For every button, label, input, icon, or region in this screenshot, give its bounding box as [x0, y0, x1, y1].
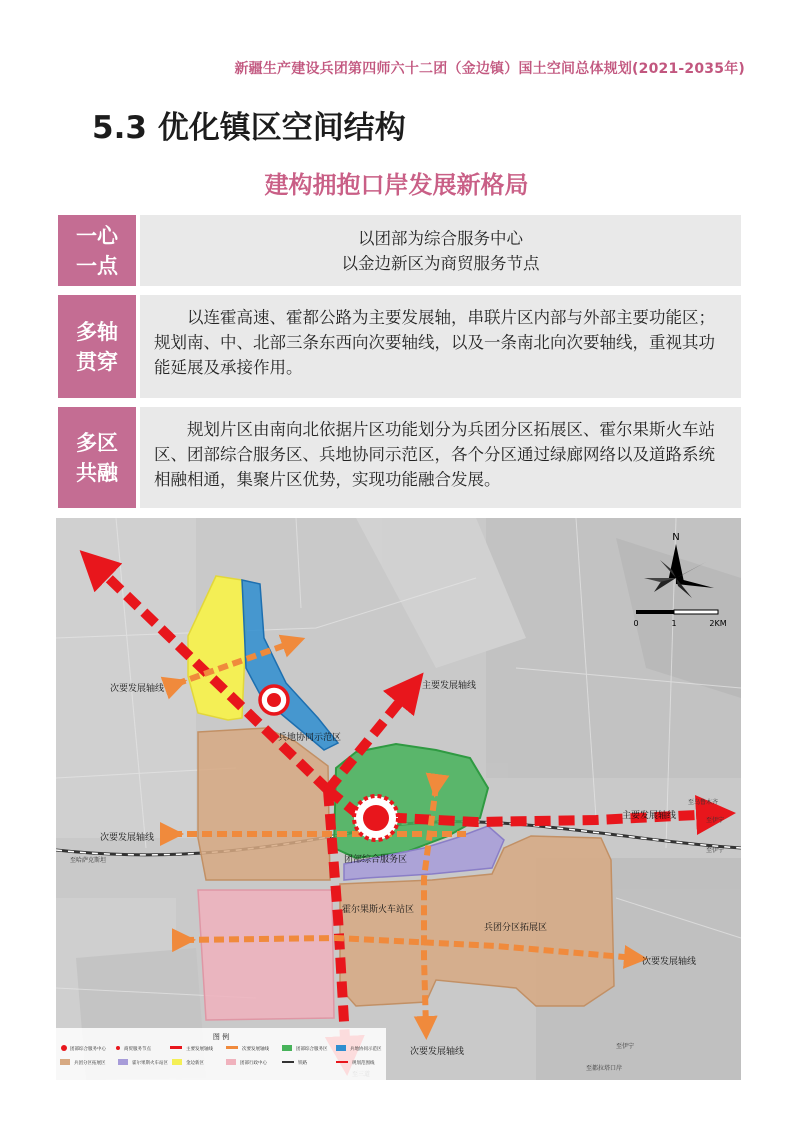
edge-label: 至哈萨克斯坦 — [70, 857, 107, 864]
row-body — [140, 407, 741, 508]
scale-label: 0 — [633, 619, 639, 628]
label-primary-axis: 主要发展轴线 — [422, 681, 477, 691]
edge-label: 至乌鲁木齐 — [688, 799, 719, 806]
row-tag-line: 多区 — [76, 430, 118, 455]
label-secondary-axis: 次要发展轴线 — [410, 1047, 465, 1057]
label-primary-axis: 主要发展轴线 — [622, 811, 677, 821]
legend-item: 次要发展轴线 — [242, 1047, 269, 1052]
row-tag — [58, 215, 136, 286]
zone-pink — [198, 890, 334, 1020]
row-body — [140, 215, 741, 286]
row-tag-line: 多轴 — [76, 319, 118, 344]
legend-item: 团部综合服务区 — [296, 1047, 328, 1052]
legend-item: 商贸服务节点 — [124, 1047, 151, 1052]
label-secondary-axis: 次要发展轴线 — [642, 957, 697, 967]
row-tag — [58, 295, 136, 398]
row-tag-line: 贯穿 — [76, 349, 118, 374]
legend-title: 图 例 — [212, 1033, 230, 1041]
legend-item: 铁路 — [298, 1061, 307, 1066]
edge-label: 至伊宁 — [706, 817, 725, 824]
label-zone: 兵地协同示范区 — [278, 733, 342, 743]
legend-item: 霍尔果斯火车站区 — [132, 1061, 168, 1066]
legend-item: 团部综合服务中心 — [70, 1047, 106, 1052]
row-paragraph: 规划片区由南向北依据片区功能划分为兵团分区拓展区、霍尔果斯火车站区、团部综合服务区、兵地协同示范区，各个分区通过绿廊网络以及道路系统相融相通，集聚片区优势，实现功能融合发展。 — [154, 420, 715, 489]
planning-map — [56, 518, 741, 1080]
section-subtitle: 建构拥抱口岸发展新格局 — [264, 171, 529, 199]
label-secondary-axis: 次要发展轴线 — [110, 684, 165, 694]
edge-label: 至伊宁 — [706, 847, 725, 854]
label-secondary-axis: 次要发展轴线 — [100, 833, 155, 843]
row-text-line: 以团部为综合服务中心 — [358, 228, 523, 248]
row-multi-zone — [58, 407, 741, 508]
row-paragraph: 以连霍高速、霍都公路为主要发展轴，串联片区内部与外部主要功能区；规划南、中、北部三条东西向次要轴线，以及一条南北向次要轴线，重视其功能延展及承接作用。 — [154, 308, 715, 377]
scale-label: 1 — [671, 619, 677, 628]
edge-label: 至伊宁 — [616, 1043, 635, 1050]
row-tag-line: 共融 — [76, 460, 118, 485]
edge-label: 至都拉塔口岸 — [586, 1065, 623, 1072]
legend-item: 金边新区 — [186, 1061, 204, 1066]
label-zone: 霍尔果斯火车站区 — [342, 905, 415, 915]
row-body — [140, 295, 741, 398]
legend-item: 主要发展轴线 — [186, 1047, 213, 1052]
row-tag-line: 一点 — [76, 253, 118, 278]
legend-item: 团部行政中心 — [240, 1061, 267, 1066]
row-tag — [58, 407, 136, 508]
row-one-center-one-node — [58, 215, 741, 286]
compass-n: N — [672, 532, 680, 543]
legend-item: 兵地协同示范区 — [350, 1047, 382, 1052]
report-header: 新疆生产建设兵团第四师六十二团（金边镇）国土空间总体规划(2021-2035年) — [234, 61, 745, 77]
tuanbu-service-center — [354, 796, 398, 840]
map-legend — [56, 1028, 386, 1080]
trade-service-node — [260, 686, 288, 714]
label-zone: 兵团分区拓展区 — [484, 923, 548, 933]
row-tag-line: 一心 — [76, 223, 118, 248]
legend-item: 规划范围线 — [352, 1061, 375, 1066]
row-text-line: 以金边新区为商贸服务节点 — [341, 253, 540, 273]
row-multi-axis — [58, 295, 741, 398]
section-title: 5.3 优化镇区空间结构 — [92, 110, 406, 146]
label-zone: 团部综合服务区 — [344, 855, 408, 865]
legend-item: 兵团分区拓展区 — [74, 1061, 106, 1066]
scale-label: 2KM — [709, 619, 727, 628]
